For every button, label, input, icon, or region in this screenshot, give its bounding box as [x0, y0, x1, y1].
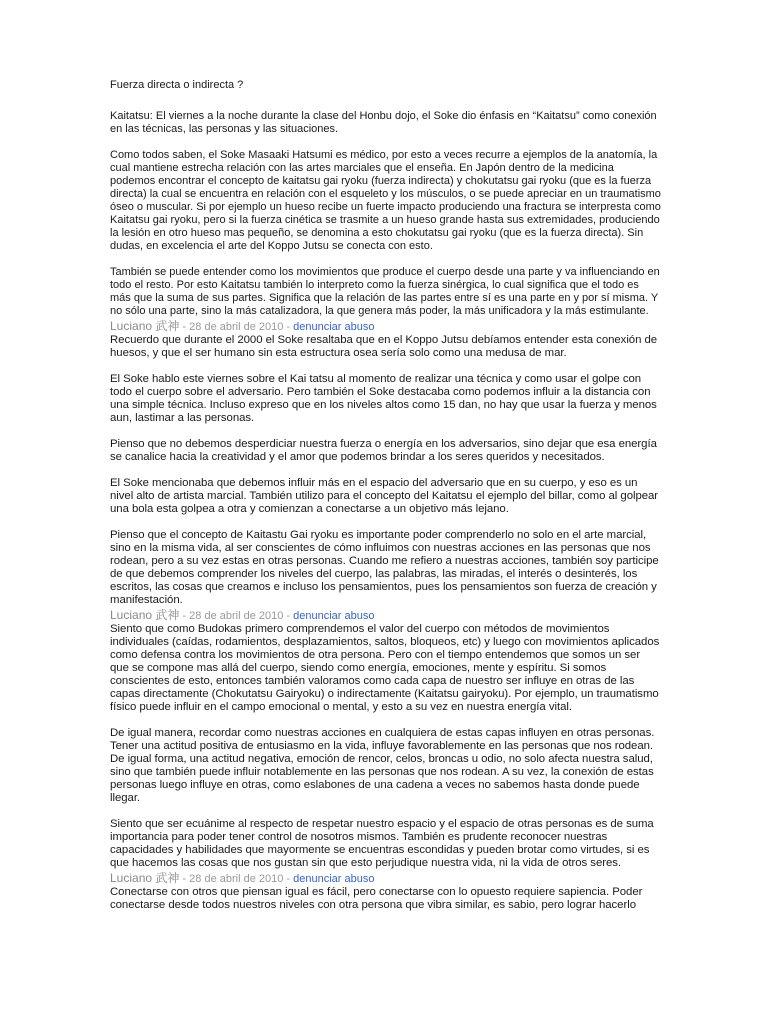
- comment: [110, 872, 662, 912]
- report-abuse-link[interactable]: denunciar abuso: [293, 873, 375, 885]
- comment-paragraph: Conectarse con otros que piensan igual es fácil, pero conectarse con lo opuesto requiere sapiencia. Poder conectarse desde todos nuestros niveles con otra persona que vibra similar, es sabio, pero lograr hacerlo: [110, 886, 643, 911]
- comment-separator: -: [179, 321, 190, 333]
- report-abuse-link[interactable]: denunciar abuso: [293, 610, 375, 622]
- comment-author: Luciano 武神: [110, 608, 180, 622]
- comment-separator: -: [283, 321, 294, 333]
- comment-header: [110, 320, 662, 334]
- comment-author: Luciano 武神: [110, 319, 180, 333]
- comment-paragraph: Pienso que el concepto de Kaitastu Gai ryoku es importante poder comprenderlo no solo en el arte marcial, sino en la misma vida, al ser conscientes de cómo influimos con nuestras acciones en las personas que nos rodean, pero a su vez estas en otras personas. Cuando me refiero a nuestras acciones, también soy participe de que debemos comprender los niveles del cuerpo, las palabras, las miradas, el interés o desinterés, los escritos, las cosas que creamos e incluso los pensamientos, pues los pensamientos son fuerza de creación y manifestación.: [110, 529, 659, 606]
- comment-paragraph: Pienso que no debemos desperdiciar nuestra fuerza o energía en los adversarios, sino dejar que esa energía se canalice hacia la creatividad y el amor que podemos brindar a los seres queridos y necesitados.: [110, 438, 657, 463]
- comment-author: Luciano 武神: [110, 871, 180, 885]
- post-paragraph: También se puede entender como los movimientos que produce el cuerpo desde una parte y va influenciando en todo el resto. Por esto Kaitatsu también lo interpreto como la fuerza sinérgica, lo cual significa que el todo es más que la suma de sus partes. Significa que la relación de las partes entre sí es una parte en y por sí misma. Y no sólo una parte, sino la más catalizadora, la que genera más poder, la más unificadora y la más estimulante.: [110, 266, 660, 317]
- comment-separator: -: [283, 873, 294, 885]
- document-page: [110, 79, 662, 912]
- comment: [110, 609, 662, 870]
- post-paragraph: Como todos saben, el Soke Masaaki Hatsumi es médico, por esto a veces recurre a ejemplos de la anatomía, la cual mantiene estrecha relación con las artes marciales que el enseña. En Japón dentro de la medicina podemos encontrar el concepto de kaitatsu gai ryoku (fuerza indirecta) y chokutatsu gai ryoku (que es la fuerza directa) la cual se encuentra en relación con el esqueleto y los músculos, o se puede apreciar en un traumatismo óseo o muscular. Si por ejemplo un hueso recibe un fuerte impacto produciendo una fractura se interpresta como Kaitatsu gai ryoku, pero si la fuerza cinética se trasmite a un hueso grande hasta sus extremidades, produciendo la lesión en otro hueso mas pequeño, se denomina a esto chokutatsu gai ryoku (que es la fuerza directa). Sin dudas, en excelencia el arte del Koppo Jutsu se conecta con esto.: [110, 149, 661, 252]
- post-paragraph: Kaitatsu: El viernes a la noche durante la clase del Honbu dojo, el Soke dio énfasis en “Kaitatsu” como conexión en las técnicas, las personas y las situaciones.: [110, 110, 657, 135]
- post-title: Fuerza directa o indirecta ?: [110, 79, 244, 91]
- comment-paragraph: Recuerdo que durante el 2000 el Soke resaltaba que en el Koppo Jutsu debíamos entender esta conexión de huesos, y que el ser humano sin esta estructura osea sería solo como una medusa de mar.: [110, 334, 658, 359]
- comment-header: [110, 872, 662, 886]
- comment-paragraph: Siento que como Budokas primero comprendemos el valor del cuerpo con métodos de movimientos individuales (caídas, rodamientos, desplazamientos, saltos, bloqueos, etc) y luego con movimientos aplicados como defensa contra los movimientos de otra persona. Pero con el tiempo entendemos que somos un ser que se compone mas allá del cuerpo, siendo como energía, emociones, mente y espíritu. Si somos conscientes de esto, entonces también valoramos como cada capa de nuestro ser influye en otras de las capas directamente (Chokutatsu Gairyoku) o indirectamente (Kaitatsu gairyoku). Por ejemplo, un traumatismo físico puede influir en el campo emocional o mental, y esto a su vez en nuestra energía vital.: [110, 623, 660, 713]
- comment-paragraph: El Soke hablo este viernes sobre el Kai tatsu al momento de realizar una técnica y como usar el golpe con todo el cuerpo sobre el adversario. Pero también el Soke destacaba como podemos influir a la distancia con una simple técnica. Incluso expreso que en los niveles altos como 15 dan, no hay que usar la fuerza y menos aun, lastimar a las personas.: [110, 373, 657, 424]
- comment-header: [110, 609, 662, 623]
- comment-paragraph: De igual manera, recordar como nuestras acciones en cualquiera de estas capas influyen en otras personas. Tener una actitud positiva de entusiasmo en la vida, influye favorablemente en las personas que nos rodean. De igual forma, una actitud negativa, emoción de rencor, celos, broncas u odio, no solo afecta nuestra salud, sino que también puede influir notablemente en las personas que nos rodean. A su vez, la conexión de estas personas luego influye en otras, como eslabones de una cadena a veces no sabemos hasta donde puede llegar.: [110, 727, 655, 804]
- comment-date: 28 de abril de 2010: [189, 610, 284, 622]
- comment-date: 28 de abril de 2010: [189, 873, 284, 885]
- comment-date: 28 de abril de 2010: [189, 321, 284, 333]
- comment-separator: -: [283, 610, 294, 622]
- report-abuse-link[interactable]: denunciar abuso: [293, 321, 375, 333]
- comment: [110, 320, 662, 607]
- comment-paragraph: El Soke mencionaba que debemos influir más en el espacio del adversario que en su cuerpo, y eso es un nivel alto de artista marcial. También utilizo para el concepto del Kaitatsu el ejemplo del billar, como al golpear una bola esta golpea a otra y comienzan a conectarse a un objetivo más lejano.: [110, 477, 659, 515]
- post-body: [110, 110, 662, 318]
- comment-separator: -: [179, 610, 190, 622]
- comment-paragraph: Siento que ser ecuánime al respecto de respetar nuestro espacio y el espacio de otras personas es de suma importancia para poder tener control de nosotros mismos. También es prudente reconocer nuestras capacidades y habilidades que mayormente se encuentras escondidas y pueden brotar como virtudes, si es que hacemos las cosas que nos gustan sin que esto perjudique nuestra vida, ni la vida de otros seres.: [110, 818, 654, 869]
- comment-separator: -: [179, 873, 190, 885]
